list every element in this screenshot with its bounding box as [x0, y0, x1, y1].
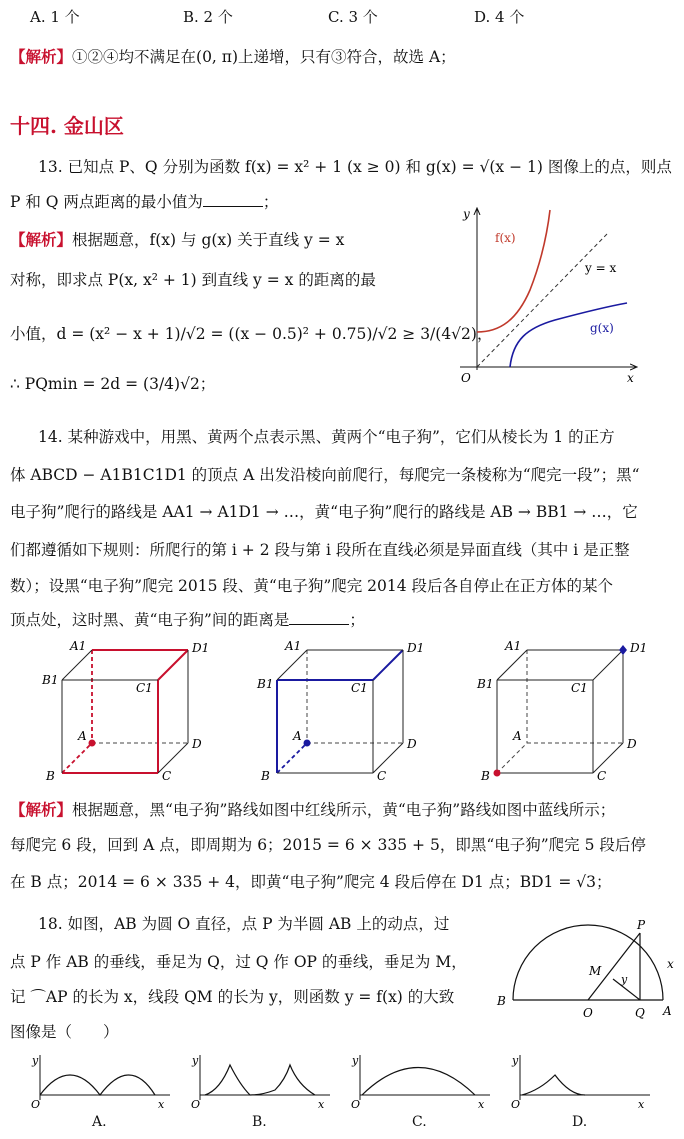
q13-analysis-2: 对称，即求点 P(x, x² + 1) 到直线 y = x 的距离的最 — [10, 271, 376, 289]
section-title: 十四. 金山区 — [10, 114, 124, 138]
q14-line5: 数）；设黑“电子狗”爬完 2015 段、黄“电子狗”爬完 2014 段后各自停止在正方体的某个 — [10, 577, 614, 595]
y-axis-label: y — [463, 207, 470, 221]
q13-line1: 13. 已知点 P、Q 分别为函数 f(x) = x² + 1 (x ≥ 0) 和 g(x) = √(x − 1) 图像上的点，则点 — [38, 158, 672, 176]
svg-text:A: A — [78, 729, 87, 743]
svg-text:B1: B1 — [42, 673, 59, 687]
svg-text:x: x — [478, 1098, 485, 1111]
start-point — [304, 740, 311, 747]
svg-text:y: y — [512, 1054, 519, 1067]
svg-text:D1: D1 — [407, 641, 425, 655]
option-graph-c[interactable] — [350, 1050, 500, 1110]
q14-analysis-3: 在 B 点；2014 = 6 × 335 + 4，即黄“电子狗”爬完 4 段后停在 D1 点；BD1 = √3； — [10, 873, 612, 891]
svg-text:M: M — [589, 964, 602, 978]
q14-analysis-1 — [10, 798, 615, 820]
svg-text:O: O — [191, 1098, 201, 1111]
analysis-label: 【解析】 — [10, 230, 73, 249]
option-label-d[interactable]: D. — [572, 1114, 588, 1130]
svg-text:Q: Q — [635, 1006, 645, 1020]
svg-text:O: O — [511, 1098, 521, 1111]
option-a-top: A. 1 个 — [30, 8, 80, 26]
q13-analysis-1 — [10, 228, 344, 250]
q12-analysis — [10, 45, 456, 67]
svg-text:x: x — [158, 1098, 165, 1111]
q18-semicircle-figure — [495, 915, 680, 1025]
q14-line4: 们都遵循如下规则：所爬行的第 i + 2 段与第 i 段所在直线必须是异面直线（其中 i 是正整 — [10, 541, 630, 559]
start-point — [89, 740, 96, 747]
svg-text:O: O — [351, 1098, 361, 1111]
q14-line2: 体 ABCD − A1B1C1D1 的顶点 A 出发沿棱向前爬行，每爬完一条棱称为“爬完一段”；黑“ — [10, 466, 640, 484]
svg-text:y: y — [192, 1054, 199, 1067]
svg-text:D1: D1 — [192, 641, 210, 655]
svg-text:O: O — [583, 1006, 593, 1020]
svg-text:A1: A1 — [505, 639, 522, 653]
q14-analysis-1-text: 根据题意，黑“电子狗”路线如图中红线所示，黄“电子狗”路线如图中蓝线所示； — [72, 801, 616, 819]
line-label: y = x — [585, 261, 617, 275]
cube-black-dog — [40, 640, 210, 785]
svg-text:C1: C1 — [351, 681, 368, 695]
q14-analysis-2: 每爬完 6 段，回到 A 点，即周期为 6；2015 = 6 × 335 + 5，即黑“电子狗”爬完 5 段后停 — [10, 836, 646, 854]
svg-text:A1: A1 — [285, 639, 302, 653]
g-curve — [510, 303, 627, 367]
q18-line4: 图像是（ ） — [10, 1023, 119, 1041]
option-b-top: B. 2 个 — [183, 8, 233, 26]
x-axis-label: x — [627, 371, 634, 385]
option-label-a[interactable]: A. — [92, 1114, 107, 1130]
answer-blank[interactable] — [203, 192, 263, 207]
svg-text:O: O — [31, 1098, 41, 1111]
svg-text:x: x — [318, 1098, 325, 1111]
svg-text:D1: D1 — [630, 641, 648, 655]
black-dog-end-marker — [494, 770, 501, 777]
option-graph-d[interactable] — [510, 1050, 660, 1110]
option-graph-b[interactable] — [190, 1050, 340, 1110]
q14-line3: 电子狗”爬行的路线是 AA1 → A1D1 → …，黄“电子狗”爬行的路线是 AB → BB1 → …，它 — [10, 503, 638, 521]
svg-text:A: A — [293, 729, 302, 743]
svg-text:C1: C1 — [571, 681, 588, 695]
option-graph-a[interactable] — [30, 1050, 180, 1110]
svg-text:B: B — [481, 769, 490, 783]
svg-text:A: A — [513, 729, 522, 743]
f-curve — [477, 210, 550, 332]
option-d-top: D. 4 个 — [474, 8, 525, 26]
svg-text:y: y — [32, 1054, 39, 1067]
q13-analysis-1-text: 根据题意，f(x) 与 g(x) 关于直线 y = x — [72, 231, 345, 249]
option-label-b[interactable]: B. — [252, 1114, 267, 1130]
svg-text:C: C — [377, 769, 387, 783]
q14-line6 — [10, 608, 365, 630]
q14-line1: 14. 某种游戏中，用黑、黄两个点表示黑、黄两个“电子狗”，它们从棱长为 1 的正方 — [38, 428, 615, 446]
q13-analysis-4: ∴ PQmin = 2d = (3/4)√2； — [10, 375, 216, 393]
svg-text:P: P — [637, 918, 646, 932]
q12-analysis-text: ①②④均不满足在(0, π)上递增，只有③符合，故选 A； — [72, 48, 456, 66]
svg-text:x: x — [638, 1098, 645, 1111]
answer-blank[interactable] — [289, 610, 349, 625]
svg-text:C: C — [162, 769, 172, 783]
svg-text:B: B — [46, 769, 55, 783]
q13-analysis-3: 小值，d = (x² − x + 1)/√2 = ((x − 0.5)² + 0.75)/√2 ≥ 3/(4√2)， — [10, 325, 493, 343]
option-c-top: C. 3 个 — [328, 8, 378, 26]
q13-line2-text: P 和 Q 两点距离的最小值为 — [10, 193, 203, 211]
svg-text:C1: C1 — [136, 681, 153, 695]
svg-text:A: A — [663, 1004, 672, 1018]
analysis-label: 【解析】 — [10, 47, 73, 66]
analysis-label: 【解析】 — [10, 800, 73, 819]
q13-function-graph — [455, 200, 645, 385]
q13-line2-end: ； — [262, 193, 279, 211]
option-label-c[interactable]: C. — [412, 1114, 427, 1130]
svg-text:x: x — [667, 957, 674, 971]
svg-text:y: y — [352, 1054, 359, 1067]
g-label: g(x) — [590, 321, 614, 335]
origin-label: O — [461, 371, 471, 385]
q18-line1: 18. 如图，AB 为圆 O 直径，点 P 为半圆 AB 上的动点，过 — [38, 915, 450, 933]
q14-line6-end: ； — [349, 611, 365, 629]
svg-text:D: D — [627, 737, 637, 751]
svg-text:D: D — [407, 737, 417, 751]
q13-line2 — [10, 190, 278, 212]
svg-text:B: B — [261, 769, 270, 783]
svg-text:B1: B1 — [257, 677, 274, 691]
q18-line2: 点 P 作 AB 的垂线，垂足为 Q，过 Q 作 OP 的垂线，垂足为 M， — [10, 953, 467, 971]
svg-text:B: B — [497, 994, 506, 1008]
q14-line6-text: 顶点处，这时黑、黄“电子狗”间的距离是 — [10, 611, 290, 629]
cube-yellow-dog — [255, 640, 425, 785]
svg-text:B1: B1 — [477, 677, 494, 691]
svg-text:D: D — [192, 737, 202, 751]
svg-text:y: y — [621, 973, 628, 986]
q18-line3: 记 ⌒AP 的长为 x，线段 QM 的长为 y，则函数 y = f(x) 的大致 — [10, 988, 455, 1006]
svg-text:A1: A1 — [70, 639, 87, 653]
f-label: f(x) — [495, 231, 516, 245]
cube-final-positions — [475, 639, 648, 785]
svg-text:C: C — [597, 769, 607, 783]
